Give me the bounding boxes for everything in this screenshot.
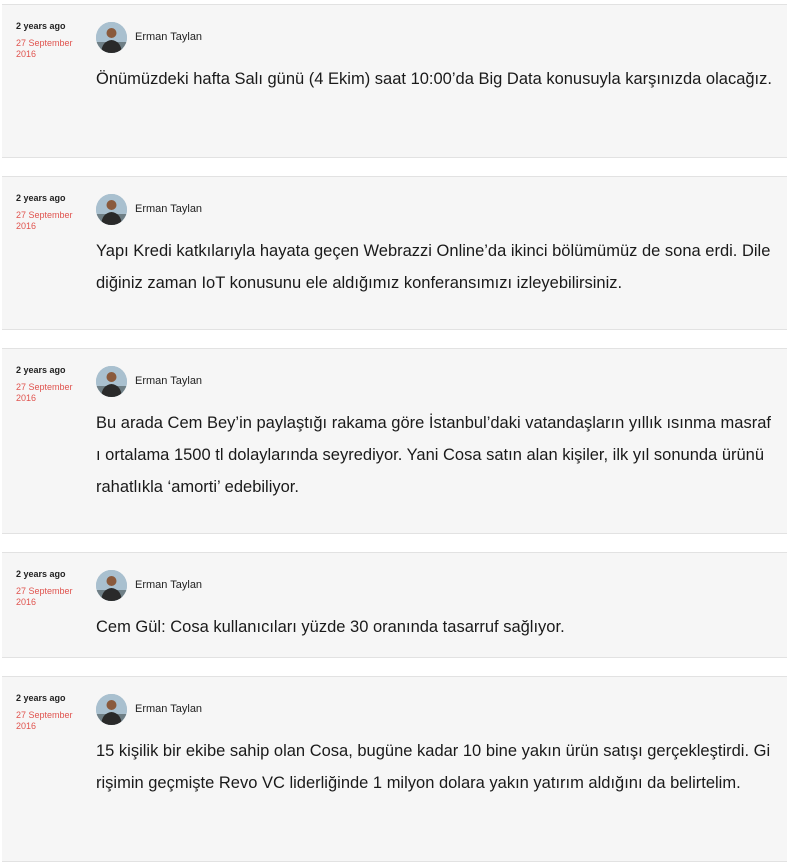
author-name: Erman Taylan xyxy=(135,203,203,215)
author-avatar xyxy=(96,194,127,225)
author xyxy=(96,693,202,725)
time-ago: 2 years ago xyxy=(16,193,66,203)
author-avatar xyxy=(96,570,127,601)
entry-date: 27 September 2016 xyxy=(16,710,73,731)
entry-text: Yapı Kredi katkılarıyla hayata geçen Webrazzi Online’da ikinci bölümümüz de sona erdi. Dilediğiniz zaman IoT konusunu ele aldığımız konferansımızı izleyebilirsiniz. xyxy=(96,242,771,292)
live-entry xyxy=(2,552,787,658)
author xyxy=(96,193,202,225)
author xyxy=(96,365,202,397)
live-entry xyxy=(2,176,787,330)
entry-text: Cem Gül: Cosa kullanıcıları yüzde 30 oranında tasarruf sağlıyor. xyxy=(96,618,565,636)
time-ago: 2 years ago xyxy=(16,365,66,375)
author-avatar xyxy=(96,366,127,397)
live-entry xyxy=(2,348,787,534)
author-name: Erman Taylan xyxy=(135,31,203,43)
entry-meta xyxy=(16,21,86,60)
time-ago: 2 years ago xyxy=(16,21,66,31)
time-ago: 2 years ago xyxy=(16,693,66,703)
entry-text: 15 kişilik bir ekibe sahip olan Cosa, bugüne kadar 10 bine yakın ürün satışı gerçekleştirdi. Girişimin geçmişte Revo VC liderliğinde 1 milyon dolara yakın yatırım aldığını da belirtelim. xyxy=(96,742,771,792)
entry-text: Önümüzdeki hafta Salı günü (4 Ekim) saat 10:00’da Big Data konusuyla karşınızda olacağız. xyxy=(96,70,772,88)
author-name: Erman Taylan xyxy=(135,579,203,591)
author xyxy=(96,21,202,53)
entry-text: Bu arada Cem Bey’in paylaştığı rakama göre İstanbul’daki vatandaşların yıllık ısınma masrafı ortalama 1500 tl dolaylarında seyrediyor. Yani Cosa satın alan kişiler, ilk yıl sonunda ürünü rahatlıkla ‘amorti’ edebiliyor. xyxy=(96,414,771,496)
entry-date: 27 September 2016 xyxy=(16,210,73,231)
entry-meta xyxy=(16,193,86,232)
live-entry xyxy=(2,4,787,158)
entry-date: 27 September 2016 xyxy=(16,382,73,403)
entry-meta xyxy=(16,365,86,404)
author xyxy=(96,569,202,601)
entry-date: 27 September 2016 xyxy=(16,38,73,59)
entry-meta xyxy=(16,569,86,608)
live-entry xyxy=(2,676,787,862)
author-name: Erman Taylan xyxy=(135,375,203,387)
author-avatar xyxy=(96,694,127,725)
entry-meta xyxy=(16,693,86,732)
entry-date: 27 September 2016 xyxy=(16,586,73,607)
author-avatar xyxy=(96,22,127,53)
time-ago: 2 years ago xyxy=(16,569,66,579)
author-name: Erman Taylan xyxy=(135,703,203,715)
